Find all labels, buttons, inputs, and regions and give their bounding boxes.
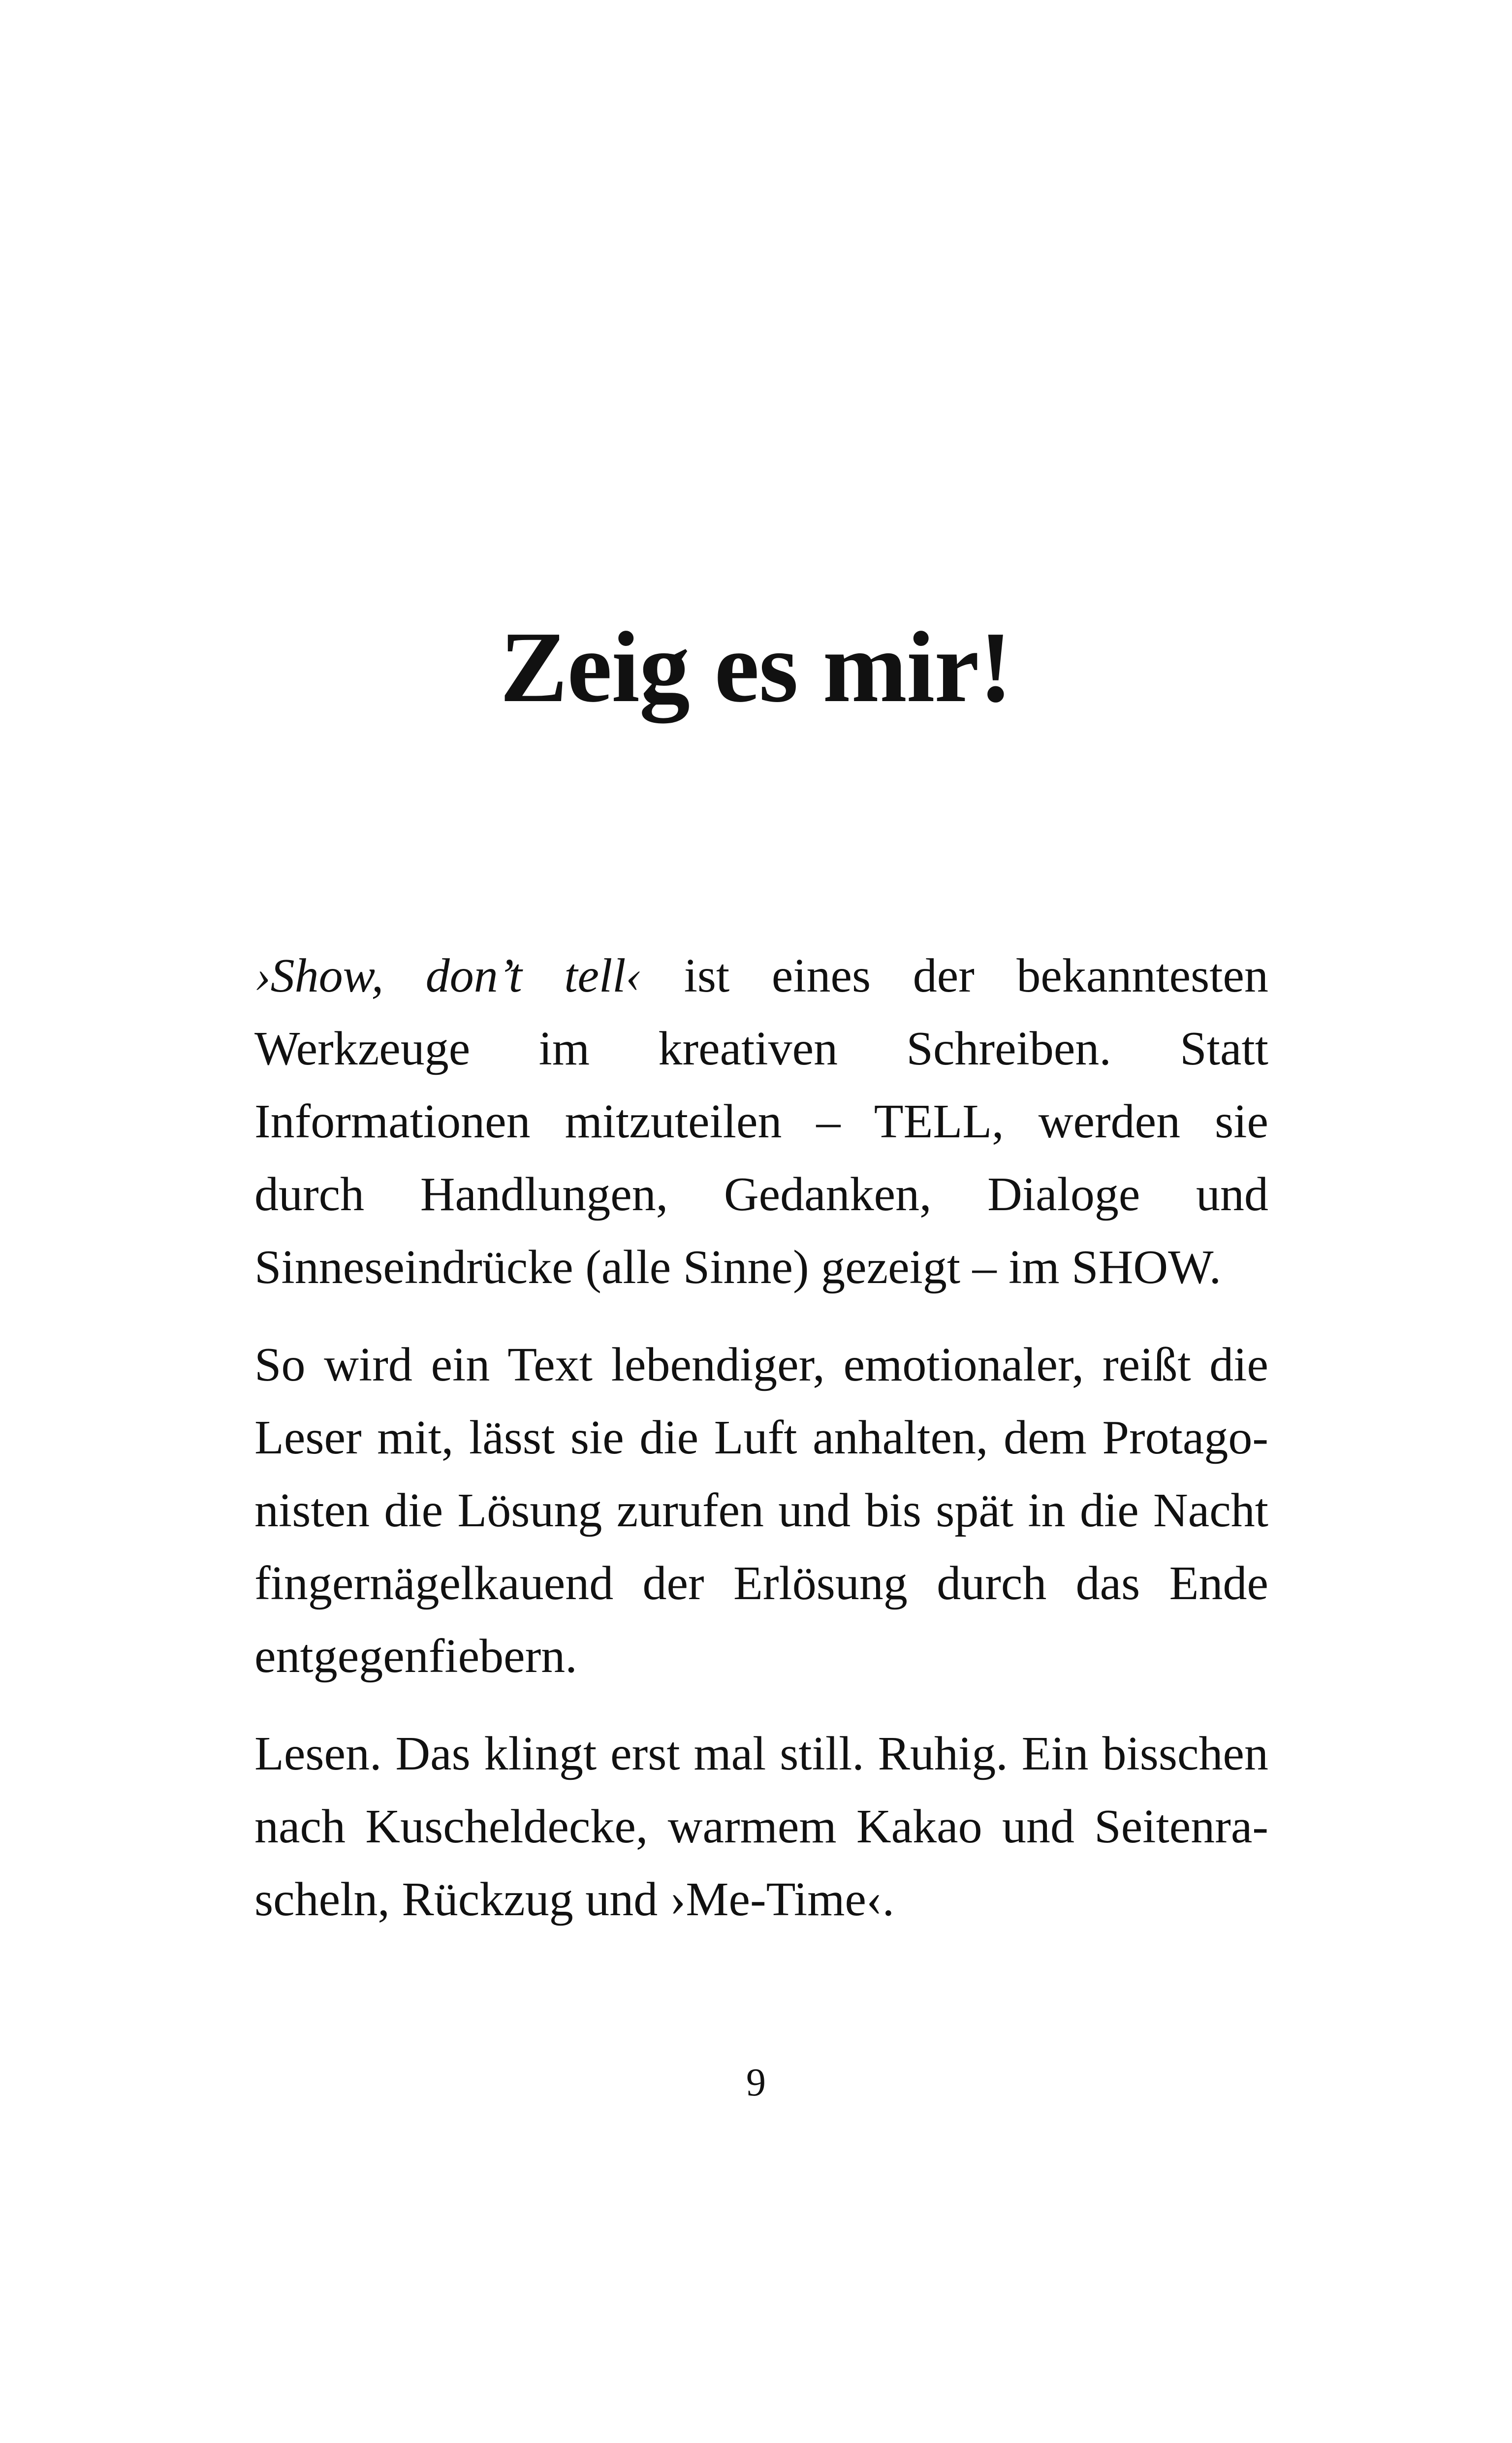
body-text [254,939,1268,1961]
paragraph-2: So wird ein Text lebendiger, emotionaler, reißt die Leser mit, lässt sie die Luft anhalten, dem Protagonisten die Lösung zurufen und bis spät in die Nacht fingernägelkauend der Erlösung durch das Ende entgegenfiebern. [254,1338,1268,1683]
chapter-title: Zeig es mir! [500,611,1012,723]
page-number: 9 [746,2061,766,2104]
paragraph-3: Lesen. Das klingt erst mal still. Ruhig. Ein bisschen nach Kuscheldecke, warmem Kakao und Seitenrascheln, Rückzug und ›Me-Time‹. [254,1727,1268,1926]
paragraph-1-text: ist eines der bekanntesten Werkzeuge im kreativen Schreiben. Statt Informationen mitzuteilen – TELL, werden sie durch Handlungen, Gedanken, Dialoge und Sinneseindrücke (alle Sinne) gezeigt – im SHOW. [254,949,1268,1294]
paragraph-1 [254,939,1268,1304]
paragraph-1-italic-intro: ›Show, don’t tell‹ [254,949,642,1002]
